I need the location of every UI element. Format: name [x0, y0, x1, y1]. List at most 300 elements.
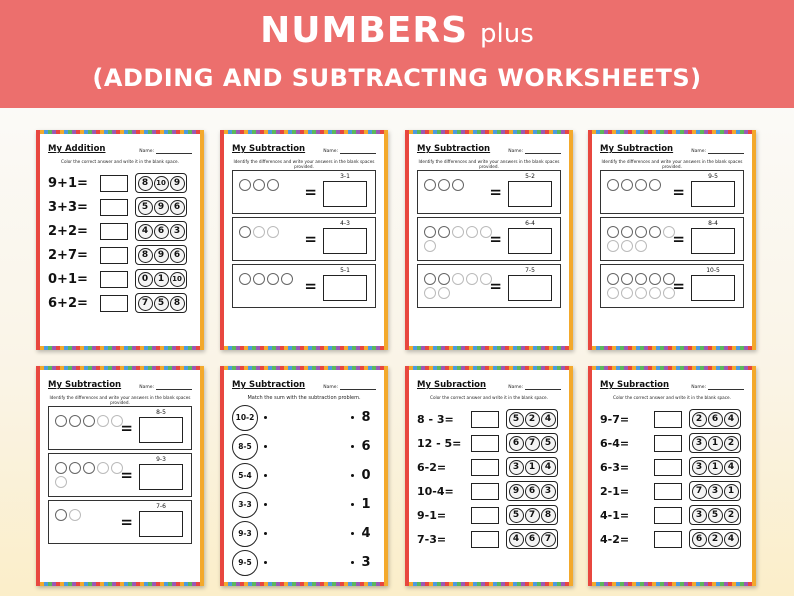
answer-number: 6: [361, 439, 371, 454]
answer-box[interactable]: [323, 228, 367, 254]
object-picture: [55, 509, 67, 521]
object-picture: [607, 179, 619, 191]
picture-panels: [48, 406, 192, 544]
equals-sign: =: [304, 183, 317, 201]
equation-row: [417, 503, 561, 527]
equation-row: [417, 455, 561, 479]
answer-choice[interactable]: 5: [708, 508, 723, 523]
sheet-instruction: Identify the differences and write your answers in the blank spaces provided.: [233, 159, 375, 169]
answer-choice[interactable]: 4: [724, 460, 739, 475]
object-picture: [267, 179, 279, 191]
object-picture-faded: [621, 240, 633, 252]
picture-panel: [48, 500, 192, 544]
object-picture-faded: [97, 462, 109, 474]
answer-choice[interactable]: 10: [154, 176, 169, 191]
expression-label: 3-1: [340, 173, 350, 180]
answer-choice[interactable]: 9: [154, 248, 169, 263]
equation-row: [600, 455, 744, 479]
answer-choice[interactable]: 6: [525, 532, 540, 547]
problem-circle: 8-5: [232, 434, 258, 460]
answer-choice[interactable]: 8: [138, 176, 153, 191]
answer-choices: [689, 505, 741, 525]
equation-text: 2+2=: [48, 223, 88, 239]
matching-row: [232, 490, 376, 519]
answer-choice[interactable]: 1: [708, 460, 723, 475]
sheet-title: My Subtraction: [600, 144, 674, 154]
object-picture: [239, 179, 251, 191]
equation-row: [600, 431, 744, 455]
answer-choice[interactable]: 10: [170, 272, 185, 287]
answer-choice[interactable]: 6: [708, 412, 723, 427]
object-picture: [635, 179, 647, 191]
answer-choice[interactable]: 7: [541, 532, 556, 547]
object-picture: [83, 462, 95, 474]
name-field: Name:: [139, 149, 192, 154]
answer-choice[interactable]: 4: [541, 412, 556, 427]
equation-list: [48, 171, 192, 315]
answer-blank[interactable]: [471, 507, 499, 524]
equals-sign: =: [304, 230, 317, 248]
answer-choice[interactable]: 3: [170, 224, 185, 239]
equation-row: [600, 503, 744, 527]
object-picture: [55, 415, 67, 427]
object-picture-faded: [621, 287, 633, 299]
right-dot[interactable]: [351, 561, 354, 564]
answer-choice[interactable]: 9: [509, 484, 524, 499]
answer-choices: [506, 433, 558, 453]
object-picture: [438, 179, 450, 191]
matching-row: [232, 461, 376, 490]
answer-choice[interactable]: 3: [708, 484, 723, 499]
answer-choice[interactable]: 2: [525, 412, 540, 427]
answer-number: 1: [361, 497, 371, 512]
equals-sign: =: [672, 277, 685, 295]
matching-row: [232, 548, 376, 577]
answer-choice[interactable]: 5: [154, 296, 169, 311]
name-field: Name:: [323, 149, 376, 154]
answer-choice[interactable]: 0: [138, 272, 153, 287]
equation-list: [417, 407, 561, 551]
equation-text: 6-4=: [600, 436, 630, 450]
equation-text: 9-1=: [417, 508, 447, 522]
object-picture-faded: [253, 226, 265, 238]
equation-text: 6-2=: [417, 460, 447, 474]
worksheet-subtraction-pictures-1: [220, 130, 388, 350]
expression-label: 8-5: [156, 409, 166, 416]
object-picture: [621, 179, 633, 191]
picture-panel: [48, 453, 192, 497]
sheet-title: My Subtraction: [48, 380, 122, 390]
equation-text: 7-3=: [417, 532, 447, 546]
answer-choice[interactable]: 1: [708, 436, 723, 451]
expression-label: 5-1: [340, 267, 350, 274]
sheet-title: My Subtraction: [417, 144, 491, 154]
problem-circle: 3-3: [232, 492, 258, 518]
banner-subtitle: (ADDING AND SUBTRACTING WORKSHEETS): [92, 64, 702, 92]
answer-box[interactable]: [139, 417, 183, 443]
answer-box[interactable]: [691, 275, 735, 301]
answer-choice[interactable]: 6: [525, 484, 540, 499]
object-picture: [55, 462, 67, 474]
object-picture: [253, 179, 265, 191]
answer-blank[interactable]: [100, 247, 128, 264]
answer-blank[interactable]: [471, 459, 499, 476]
header-banner: [0, 0, 794, 108]
object-picture: [649, 226, 661, 238]
answer-choice[interactable]: 3: [692, 436, 707, 451]
left-dot[interactable]: [264, 532, 267, 535]
name-field: Name:: [139, 385, 192, 390]
answer-choices: [506, 409, 558, 429]
picture-panel: [417, 264, 561, 308]
name-field: Name:: [508, 385, 561, 390]
equals-sign: =: [672, 230, 685, 248]
equation-list: [600, 407, 744, 551]
left-dot[interactable]: [264, 503, 267, 506]
equation-text: 6+2=: [48, 295, 88, 311]
banner-title: [0, 10, 794, 51]
object-picture-faded: [607, 240, 619, 252]
object-picture-faded: [97, 415, 109, 427]
worksheet-subtraction-pictures-2: [405, 130, 573, 350]
sheet-instruction: Color the correct answer and write it in the blank space.: [61, 159, 179, 164]
equation-text: 10-4=: [417, 484, 454, 498]
picture-panel: [232, 217, 376, 261]
equation-row: [417, 527, 561, 551]
answer-blank[interactable]: [100, 199, 128, 216]
sheet-title: My Subraction: [417, 380, 487, 390]
object-picture: [649, 179, 661, 191]
expression-label: 8-4: [708, 220, 718, 227]
answer-choices: [135, 197, 187, 217]
object-picture: [621, 226, 633, 238]
answer-blank[interactable]: [471, 483, 499, 500]
object-picture-faded: [69, 509, 81, 521]
object-picture-faded: [466, 273, 478, 285]
sheet-instruction: Match the sum with the subtraction problem.: [247, 395, 361, 401]
equals-sign: =: [489, 183, 502, 201]
answer-choices: [506, 529, 558, 549]
answer-blank[interactable]: [654, 411, 682, 428]
problem-circle: 9-5: [232, 550, 258, 576]
problem-circle: 10-2: [232, 405, 258, 431]
object-picture-faded: [267, 226, 279, 238]
answer-blank[interactable]: [471, 411, 499, 428]
answer-choices: [135, 221, 187, 241]
answer-choice[interactable]: 2: [692, 412, 707, 427]
object-picture: [452, 179, 464, 191]
answer-box[interactable]: [691, 228, 735, 254]
expression-label: 6-4: [525, 220, 535, 227]
answer-choice[interactable]: 8: [138, 248, 153, 263]
expression-label: 9-5: [708, 173, 718, 180]
answer-choice[interactable]: 1: [154, 272, 169, 287]
sheet-title: My Addition: [48, 144, 106, 154]
object-picture: [83, 415, 95, 427]
answer-choice[interactable]: 5: [138, 200, 153, 215]
answer-choices: [135, 269, 187, 289]
answer-choice[interactable]: 3: [692, 508, 707, 523]
equation-row: [48, 171, 192, 195]
object-picture: [438, 273, 450, 285]
equation-text: 2-1=: [600, 484, 630, 498]
sheet-title: My Subtraction: [232, 380, 306, 390]
answer-choice[interactable]: 2: [724, 508, 739, 523]
equals-sign: =: [120, 513, 133, 531]
object-picture: [281, 273, 293, 285]
banner-title-main: NUMBERS: [260, 10, 469, 51]
answer-choice[interactable]: 4: [138, 224, 153, 239]
answer-box[interactable]: [508, 181, 552, 207]
object-picture-faded: [424, 287, 436, 299]
equals-sign: =: [489, 230, 502, 248]
worksheet-subraction-choice-2: [588, 366, 756, 586]
answer-blank[interactable]: [100, 223, 128, 240]
sheet-instruction: Identify the differences and write your answers in the blank spaces provided.: [49, 395, 191, 405]
worksheet-subtraction-pictures-4: [36, 366, 204, 586]
answer-choice[interactable]: 8: [170, 296, 185, 311]
answer-choices: [135, 245, 187, 265]
object-picture-faded: [635, 240, 647, 252]
object-picture: [607, 226, 619, 238]
picture-panels: [417, 170, 561, 308]
banner-title-suffix: plus: [480, 19, 534, 49]
matching-row: [232, 403, 376, 432]
equals-sign: =: [120, 419, 133, 437]
object-picture-faded: [452, 226, 464, 238]
equation-row: [600, 527, 744, 551]
name-field: Name:: [323, 385, 376, 390]
sheet-instruction: Color the correct answer and write it in the blank space.: [430, 395, 548, 400]
equals-sign: =: [120, 466, 133, 484]
equation-text: 3+3=: [48, 199, 88, 215]
right-dot[interactable]: [351, 416, 354, 419]
object-picture-faded: [607, 287, 619, 299]
answer-number: 0: [361, 468, 371, 483]
answer-choices: [689, 529, 741, 549]
answer-blank[interactable]: [654, 483, 682, 500]
matching-row: [232, 432, 376, 461]
equation-text: 8 - 3=: [417, 412, 454, 426]
sheet-title: My Subtraction: [232, 144, 306, 154]
object-picture: [621, 273, 633, 285]
picture-panels: [232, 170, 376, 308]
object-picture: [253, 273, 265, 285]
picture-panel: [232, 264, 376, 308]
answer-choices: [689, 481, 741, 501]
equation-row: [48, 267, 192, 291]
answer-choice[interactable]: 5: [541, 436, 556, 451]
answer-choice[interactable]: 6: [170, 200, 185, 215]
right-dot[interactable]: [351, 474, 354, 477]
object-picture-faded: [466, 226, 478, 238]
picture-panel: [600, 170, 744, 214]
answer-number: 3: [361, 555, 371, 570]
object-picture: [239, 273, 251, 285]
answer-choice[interactable]: 4: [509, 532, 524, 547]
object-picture-faded: [635, 287, 647, 299]
answer-blank[interactable]: [100, 295, 128, 312]
answer-choices: [689, 409, 741, 429]
answer-choice[interactable]: 9: [170, 176, 185, 191]
equation-text: 0+1=: [48, 271, 88, 287]
equals-sign: =: [304, 277, 317, 295]
answer-choice[interactable]: 3: [692, 460, 707, 475]
answer-number: 4: [361, 526, 371, 541]
right-dot[interactable]: [351, 503, 354, 506]
expression-label: 9-3: [156, 456, 166, 463]
object-picture: [69, 415, 81, 427]
answer-blank[interactable]: [471, 531, 499, 548]
answer-choices: [689, 457, 741, 477]
answer-box[interactable]: [139, 464, 183, 490]
answer-choice[interactable]: 4: [724, 412, 739, 427]
answer-number: 8: [361, 410, 371, 425]
answer-choice[interactable]: 7: [692, 484, 707, 499]
left-dot[interactable]: [264, 416, 267, 419]
answer-choice[interactable]: 5: [509, 412, 524, 427]
answer-choice[interactable]: 4: [724, 532, 739, 547]
problem-circle: 9-3: [232, 521, 258, 547]
name-field: Name:: [691, 149, 744, 154]
picture-panel: [600, 264, 744, 308]
answer-choice[interactable]: 8: [541, 508, 556, 523]
answer-box[interactable]: [508, 275, 552, 301]
name-field: Name:: [508, 149, 561, 154]
equals-sign: =: [489, 277, 502, 295]
expression-label: 5-2: [525, 173, 535, 180]
object-picture: [424, 226, 436, 238]
answer-box[interactable]: [508, 228, 552, 254]
equation-row: [48, 243, 192, 267]
expression-label: 10-5: [706, 267, 720, 274]
worksheet-subtraction-pictures-3: [588, 130, 756, 350]
worksheet-subraction-choice-1: [405, 366, 573, 586]
object-picture-faded: [424, 240, 436, 252]
sheet-instruction: Identify the differences and write your answers in the blank spaces provided.: [601, 159, 743, 169]
equation-row: [600, 479, 744, 503]
answer-choice[interactable]: 2: [708, 532, 723, 547]
answer-choice[interactable]: 3: [541, 484, 556, 499]
answer-choice[interactable]: 6: [154, 224, 169, 239]
answer-blank[interactable]: [100, 271, 128, 288]
picture-panels: [600, 170, 744, 308]
answer-choices: [689, 433, 741, 453]
object-picture-faded: [649, 287, 661, 299]
picture-panel: [417, 217, 561, 261]
answer-box[interactable]: [323, 181, 367, 207]
answer-blank[interactable]: [100, 175, 128, 192]
answer-choices: [135, 173, 187, 193]
equation-text: 6-3=: [600, 460, 630, 474]
answer-box[interactable]: [691, 181, 735, 207]
picture-panel: [232, 170, 376, 214]
equation-row: [417, 407, 561, 431]
answer-choice[interactable]: 7: [525, 436, 540, 451]
equals-sign: =: [672, 183, 685, 201]
answer-choice[interactable]: 6: [692, 532, 707, 547]
equation-text: 2+7=: [48, 247, 88, 263]
answer-choice[interactable]: 9: [154, 200, 169, 215]
name-field: Name:: [691, 385, 744, 390]
object-picture: [69, 462, 81, 474]
object-picture-faded: [438, 287, 450, 299]
answer-choice[interactable]: 3: [509, 460, 524, 475]
object-picture: [438, 226, 450, 238]
equation-row: [417, 479, 561, 503]
answer-choice[interactable]: 7: [525, 508, 540, 523]
object-picture: [649, 273, 661, 285]
sheet-title: My Subraction: [600, 380, 670, 390]
expression-label: 7-5: [525, 267, 535, 274]
answer-choices: [506, 481, 558, 501]
answer-box[interactable]: [139, 511, 183, 537]
equation-row: [48, 291, 192, 315]
answer-blank[interactable]: [654, 531, 682, 548]
object-picture: [635, 273, 647, 285]
left-dot[interactable]: [264, 445, 267, 448]
answer-choice[interactable]: 1: [525, 460, 540, 475]
expression-label: 7-6: [156, 503, 166, 510]
answer-blank[interactable]: [654, 435, 682, 452]
answer-choice[interactable]: 1: [724, 484, 739, 499]
object-picture: [607, 273, 619, 285]
equation-text: 4-2=: [600, 532, 630, 546]
right-dot[interactable]: [351, 445, 354, 448]
answer-choices: [506, 505, 558, 525]
answer-choice[interactable]: 6: [509, 436, 524, 451]
matching-list: [232, 403, 376, 577]
expression-label: 4-3: [340, 220, 350, 227]
left-dot[interactable]: [264, 474, 267, 477]
picture-panel: [417, 170, 561, 214]
answer-blank[interactable]: [471, 435, 499, 452]
answer-choice[interactable]: 5: [509, 508, 524, 523]
sheet-instruction: Color the correct answer and write it in the blank space.: [613, 395, 731, 400]
answer-choices: [135, 293, 187, 313]
worksheet-subtraction-matching: [220, 366, 388, 586]
equation-row: [417, 431, 561, 455]
answer-choice[interactable]: 7: [138, 296, 153, 311]
equation-row: [48, 195, 192, 219]
answer-choices: [506, 457, 558, 477]
answer-box[interactable]: [323, 275, 367, 301]
object-picture: [267, 273, 279, 285]
equation-text: 12 - 5=: [417, 436, 462, 450]
answer-choice[interactable]: 4: [541, 460, 556, 475]
left-dot[interactable]: [264, 561, 267, 564]
equation-text: 4-1=: [600, 508, 630, 522]
picture-panel: [600, 217, 744, 261]
answer-blank[interactable]: [654, 459, 682, 476]
object-picture-faded: [452, 273, 464, 285]
object-picture: [239, 226, 251, 238]
equation-text: 9+1=: [48, 175, 88, 191]
equation-row: [600, 407, 744, 431]
answer-choice[interactable]: 2: [724, 436, 739, 451]
answer-blank[interactable]: [654, 507, 682, 524]
object-picture: [424, 273, 436, 285]
worksheet-addition: [36, 130, 204, 350]
answer-choice[interactable]: 6: [170, 248, 185, 263]
equation-row: [48, 219, 192, 243]
right-dot[interactable]: [351, 532, 354, 535]
object-picture: [424, 179, 436, 191]
object-picture: [635, 226, 647, 238]
equation-text: 9-7=: [600, 412, 630, 426]
matching-row: [232, 519, 376, 548]
sheet-instruction: Identify the differences and write your answers in the blank spaces provided.: [418, 159, 560, 169]
